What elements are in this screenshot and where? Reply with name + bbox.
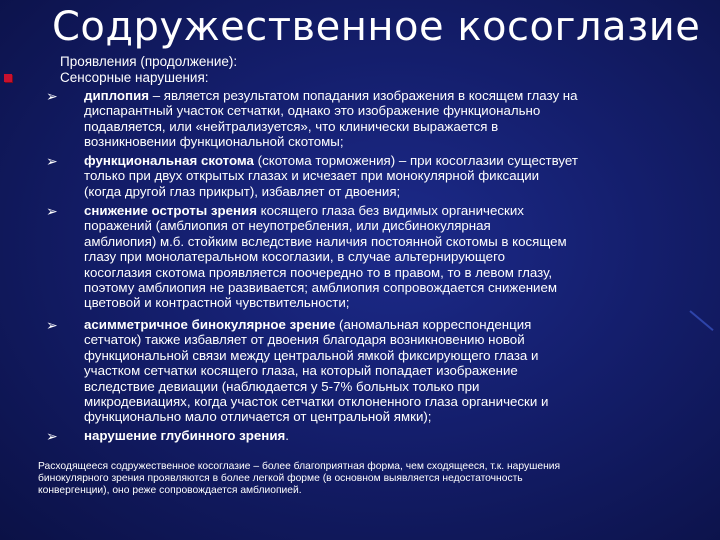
bullet-body: (скотома торможения) – при косоглазии существует только при двух открытых глазах и исчезает при монокулярной фиксации (когда другой глаз прикрыт), избавляет от двоения; (84, 153, 578, 199)
bullet-text (84, 317, 696, 425)
bullet-body: (аномальная корреспонденция сетчаток) также избавляет от двоения благодаря возникновению новой функциональной связи между центральной ямкой фиксирующего глаза и участком сетчатки косящего глаза, на который попадает изображение вследствие девиации (наблюдается у 5-7% больных только при микродевиациях, когда участок сетчатки отклоненного глаза органически и функционально мало отличается от центральной ямки); (84, 317, 549, 425)
arrowhead-icon: ➢ (46, 317, 58, 333)
footer-note: Расходящееся содружественное косоглазие – более благоприятная форма, чем сходящееся, т.к. нарушения бинокулярного зрения проявляются в более легкой форме (в основном выявляется недостаточность конвергенции), оно реже сопровождается амблиопией. (38, 461, 561, 497)
arrowhead-icon: ➢ (46, 88, 58, 104)
bullet-lead: снижение остроты зрения (84, 203, 257, 218)
bullet-text (84, 203, 696, 311)
bullet-lead: нарушение глубинного зрения (84, 428, 286, 443)
arrowhead-icon: ➢ (46, 153, 58, 169)
bullet-lead: диплопия (84, 88, 150, 103)
bullet-text (84, 153, 696, 199)
red-square-icon (4, 74, 12, 82)
intro (60, 54, 237, 86)
bullet-lead: функциональная скотома (84, 153, 254, 168)
bullet-body: косящего глаза без видимых органических поражений (амблиопия от неупотребления, или дисбинокулярная амблиопия) м.б. стойким вследствие наличия постоянной скотомы в косящем глазу при монолатеральном косоглазии, в случае альтернирующего косоглазия скотома проявляется поочередно то в правом, то в левом глазу, поэтому амблиопия не развивается; амблиопия сопровождается снижением цветовой и контрастной чувствительности; (84, 203, 567, 311)
intro-line-2: Сенсорные нарушения: (60, 70, 209, 85)
bullet-body: – является результатом попадания изображения в косящем глазу на диспарантный участок сетчатки, однако это изображение функционально подавляется, или «нейтрализуется», что клинически выражается в возникновении функциональной скотомы; (84, 88, 578, 150)
bullet-lead: асимметричное бинокулярное зрение (84, 317, 336, 332)
arrowhead-icon: ➢ (46, 428, 58, 444)
arrowhead-icon: ➢ (46, 203, 58, 219)
bullet-text (84, 88, 696, 150)
bullet-text (84, 428, 696, 443)
intro-line-1: Проявления (продолжение): (60, 54, 238, 69)
slide-title: Содружественное косоглазие (52, 4, 701, 50)
bullet-body: . (285, 428, 289, 443)
